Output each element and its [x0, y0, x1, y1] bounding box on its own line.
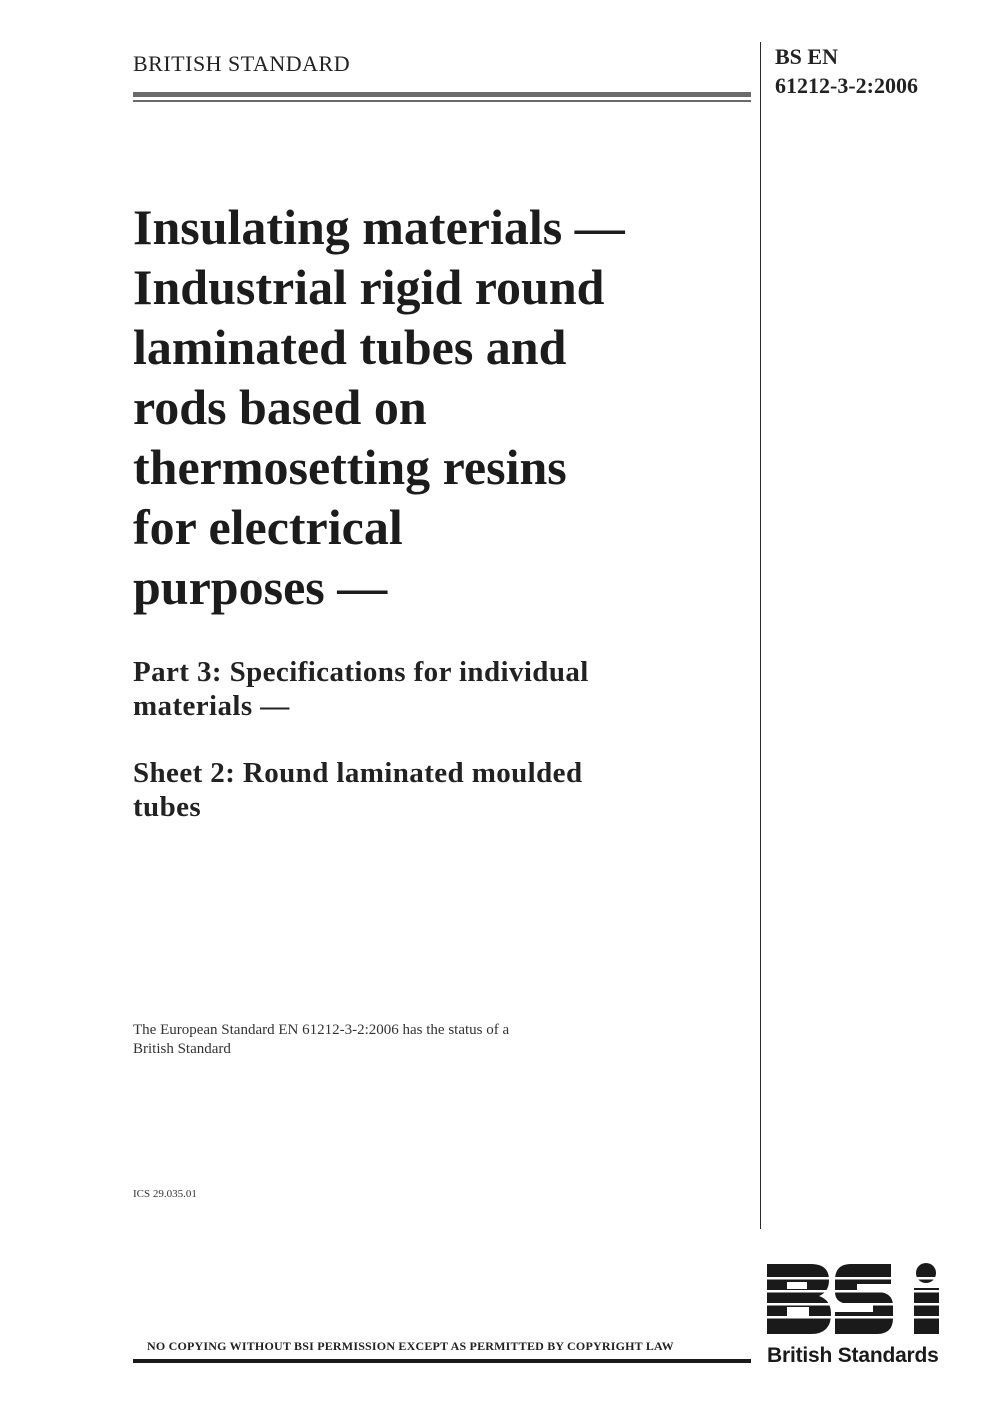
- sheet-title-line: Sheet 2: Round laminated moulded: [133, 757, 583, 789]
- bsi-logo-letter-i: [914, 1263, 939, 1334]
- footer-rule: [133, 1359, 751, 1363]
- bsi-logo-letter-b: [767, 1264, 831, 1334]
- part-title-line: Part 3: Specifications for individual: [133, 656, 589, 688]
- ics-code: ICS 29.035.01: [133, 1188, 197, 1200]
- main-title: [133, 197, 748, 617]
- bsi-tagline: British Standards: [767, 1344, 939, 1367]
- document-number-line: 61212-3-2:2006: [775, 73, 918, 98]
- main-title-line: thermosetting resins: [133, 439, 567, 495]
- main-title-line: laminated tubes and: [133, 319, 567, 375]
- part-title: [133, 655, 748, 723]
- main-title-line: purposes —: [133, 559, 388, 615]
- part-title-line: materials —: [133, 690, 290, 722]
- status-note-line: British Standard: [133, 1041, 231, 1057]
- document-number-line: BS EN: [775, 44, 838, 69]
- main-title-line: rods based on: [133, 379, 427, 435]
- status-note: [133, 1021, 509, 1059]
- header-rule-thin: [133, 100, 751, 102]
- document-number: [775, 42, 918, 100]
- sheet-title: [133, 756, 748, 824]
- main-title-line: for electrical: [133, 499, 403, 555]
- document-type-label: BRITISH STANDARD: [133, 51, 351, 76]
- main-title-line: Industrial rigid round: [133, 259, 605, 315]
- vertical-divider: [760, 42, 761, 1229]
- main-title-line: Insulating materials —: [133, 199, 625, 255]
- bsi-logo-letter-s: [835, 1264, 893, 1334]
- sheet-title-line: tubes: [133, 791, 202, 823]
- status-note-line: The European Standard EN 61212-3-2:2006 has the status of a: [133, 1022, 510, 1038]
- copyright-notice: NO COPYING WITHOUT BSI PERMISSION EXCEPT AS PERMITTED BY COPYRIGHT LAW: [147, 1339, 674, 1353]
- header-rule-thick: [133, 92, 751, 97]
